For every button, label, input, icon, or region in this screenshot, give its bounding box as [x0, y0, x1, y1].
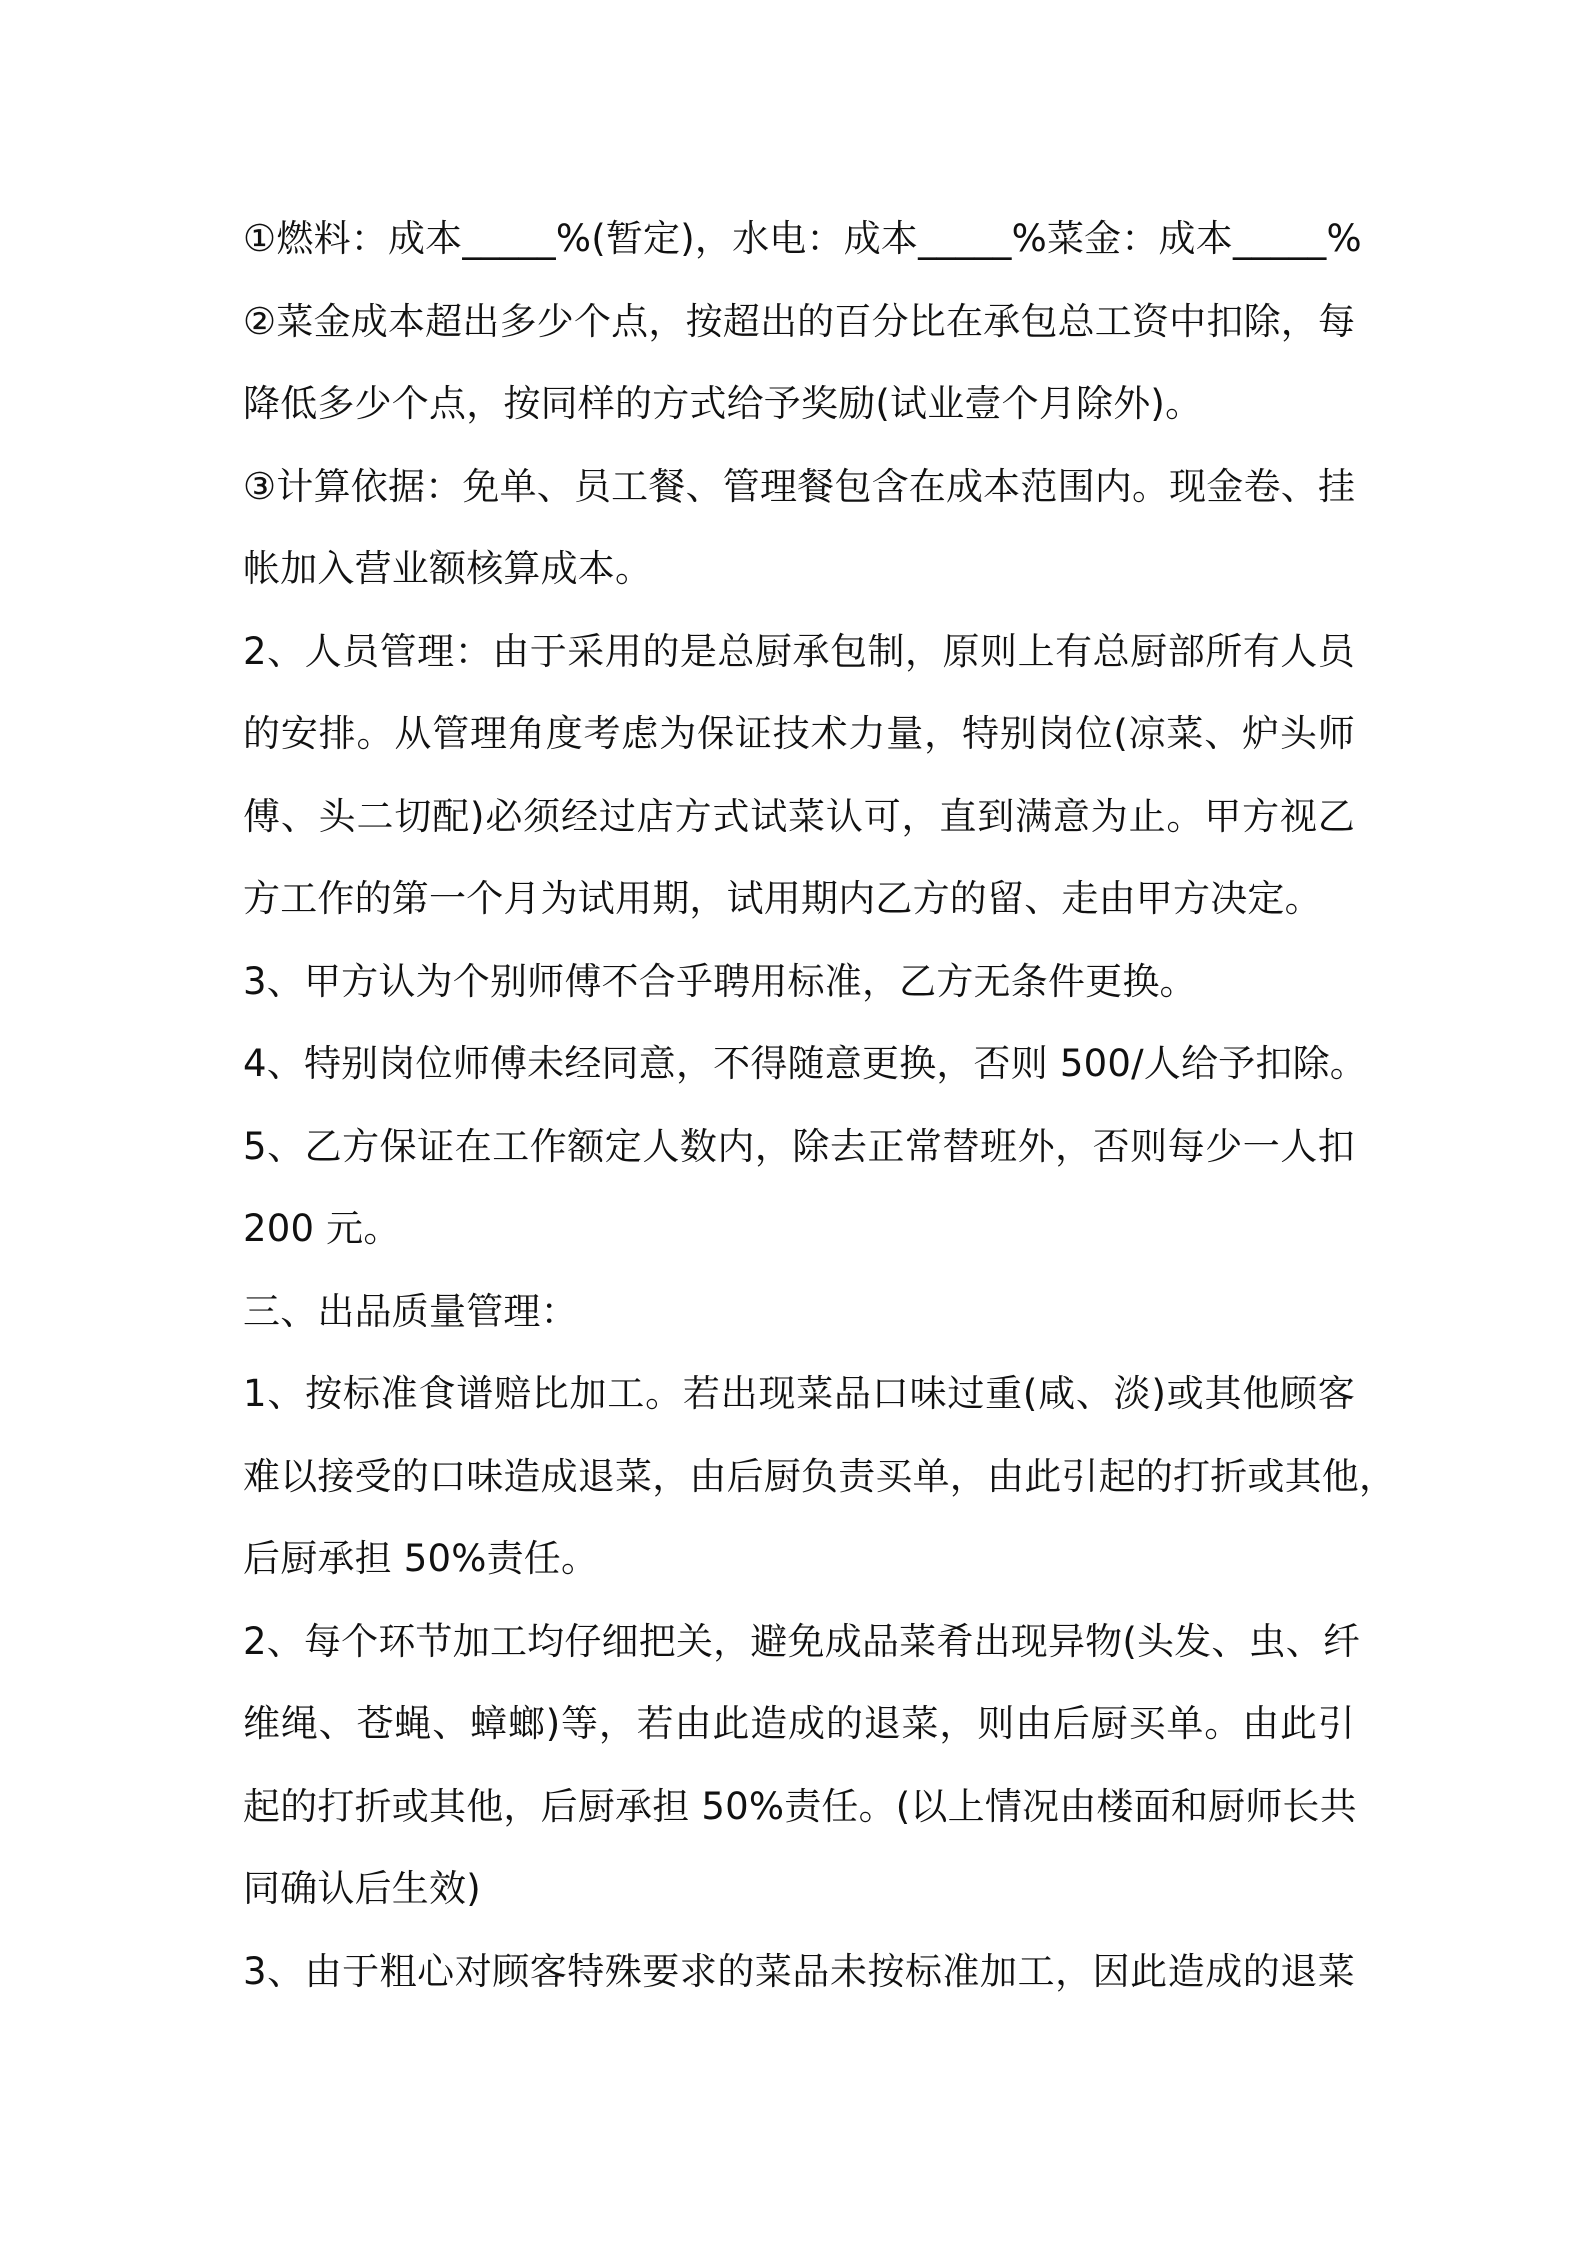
text-line: 3、由于粗心对顾客特殊要求的菜品未按标准加工，因此造成的退菜 — [243, 1949, 1355, 1993]
text-line: 同确认后生效) — [243, 1867, 481, 1910]
text-line: 傅、头二切配)必须经过店方式试菜认可，直到满意为止。甲方视乙 — [243, 794, 1355, 838]
text-line: 帐加入营业额核算成本。 — [243, 547, 653, 590]
text-line: 方工作的第一个月为试用期，试用期内乙方的留、走由甲方决定。 — [243, 877, 1322, 920]
text-line: 2、人员管理：由于采用的是总厨承包制，原则上有总厨部所有人员 — [243, 629, 1355, 673]
text-line: 3、甲方认为个别师傅不合乎聘用标准，乙方无条件更换。 — [243, 959, 1197, 1003]
text-line: 维绳、苍蝇、蟑螂)等，若由此造成的退菜，则由后厨买单。由此引 — [243, 1702, 1355, 1745]
text-line: 2、每个环节加工均仔细把关，避免成品菜肴出现异物(头发、虫、纤 — [243, 1619, 1361, 1663]
text-line: 5、乙方保证在工作额定人数内，除去正常替班外，否则每少一人扣 — [243, 1124, 1355, 1168]
document-body — [243, 198, 1397, 2013]
text-line: 4、特别岗位师傅未经同意，不得随意更换，否则 500/人给予扣除。 — [243, 1042, 1367, 1085]
text-line: 200 元。 — [243, 1207, 401, 1250]
text-line: 难以接受的口味造成退菜，由后厨负责买单，由此引起的打折或其他， — [243, 1454, 1397, 1498]
text-line: ②菜金成本超出多少个点，按超出的百分比在承包总工资中扣除，每 — [243, 299, 1356, 343]
text-line: 1、按标准食谱赔比加工。若出现菜品口味过重(咸、淡)或其他顾客 — [243, 1372, 1355, 1415]
text-line: 的安排。从管理角度考虑为保证技术力量，特别岗位(凉菜、炉头师 — [243, 712, 1355, 755]
text-line: 后厨承担 50%责任。 — [243, 1537, 599, 1580]
text-line: 降低多少个点，按同样的方式给予奖励(试业壹个月除外)。 — [243, 382, 1203, 425]
text-line: ①燃料：成本_____%(暂定)，水电：成本_____%菜金：成本_____% — [243, 217, 1362, 260]
section-heading: 三、出品质量管理： — [243, 1289, 578, 1333]
text-line: 起的打折或其他，后厨承担 50%责任。(以上情况由楼面和厨师长共 — [243, 1784, 1357, 1828]
text-line: ③计算依据：免单、员工餐、管理餐包含在成本范围内。现金卷、挂 — [243, 464, 1356, 508]
